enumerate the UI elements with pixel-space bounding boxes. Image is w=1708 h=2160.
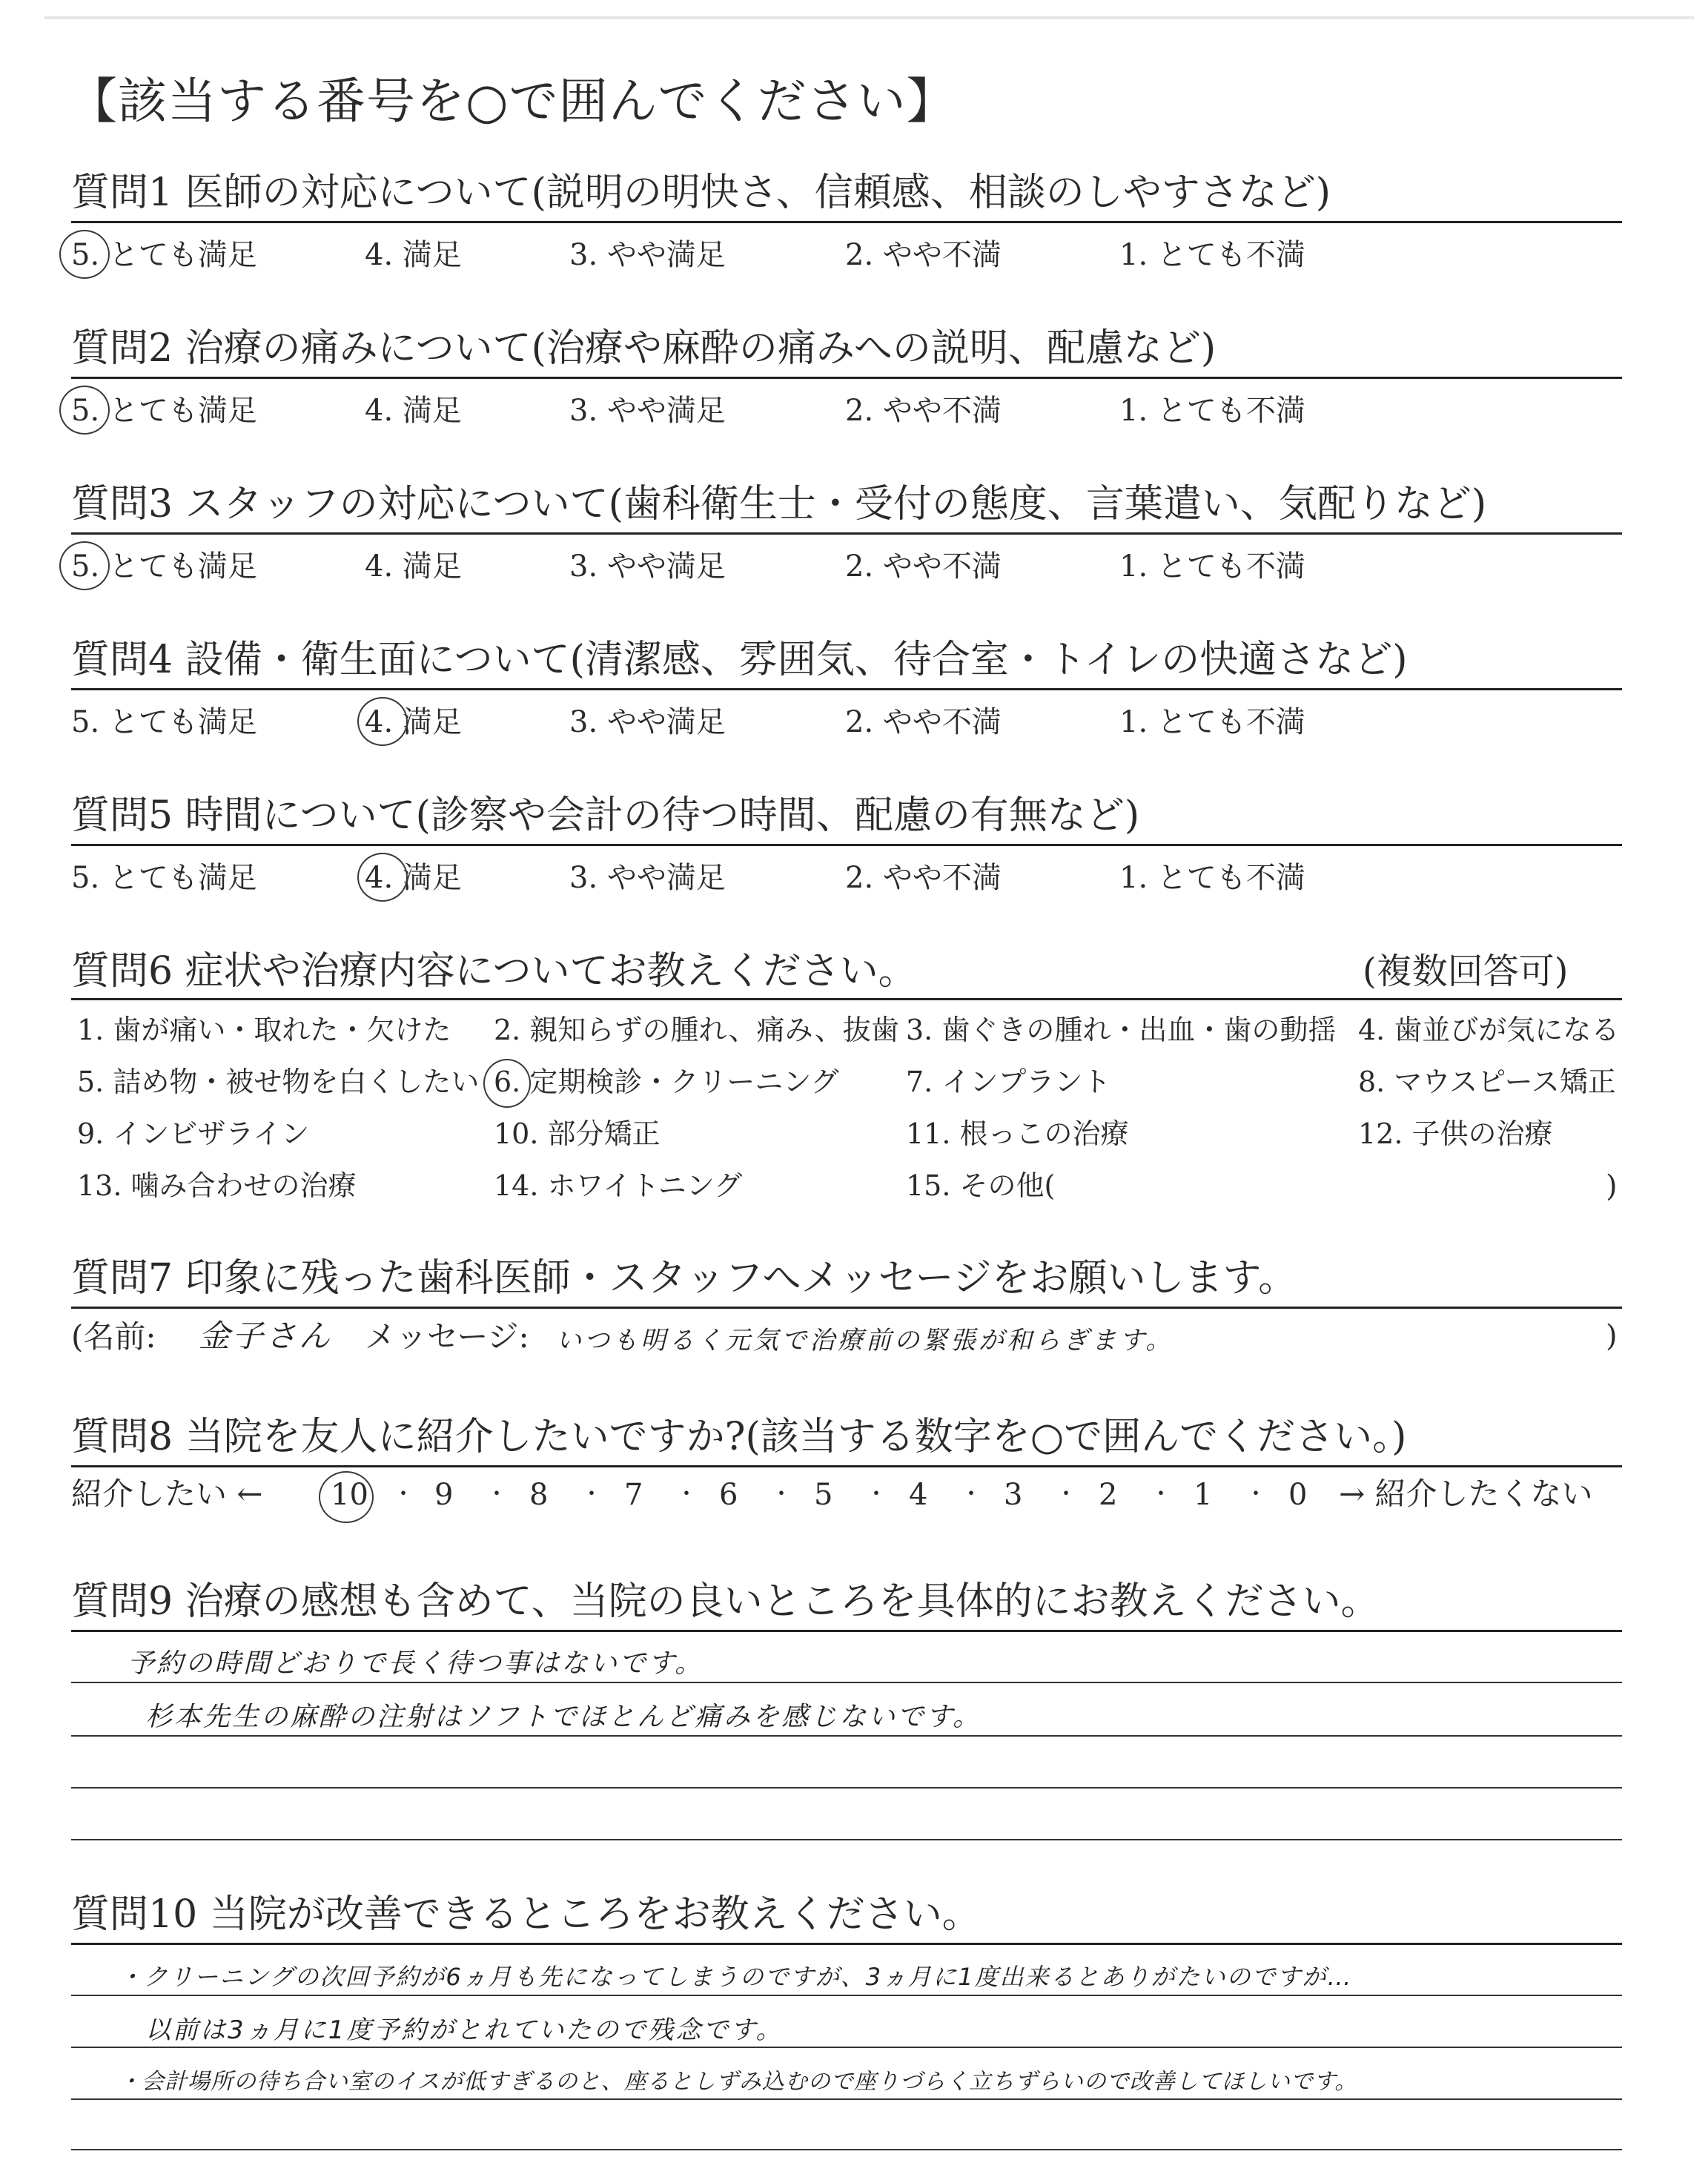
question-10-rule (71, 1943, 1622, 1945)
q8-scale-dot: ・ (960, 1482, 982, 1507)
q6-selection-circle (483, 1059, 531, 1108)
q8-scale-dot: ・ (580, 1482, 603, 1507)
q7-message-label: メッセージ: (365, 1318, 529, 1355)
question-9-label: 質問9 治療の感想も含めて、当院の良いところを具体的にお教えください。 (71, 1579, 1380, 1624)
q10-writing-line (71, 2149, 1622, 2150)
q3-option-4[interactable]: 4. 満足 (365, 549, 462, 584)
q8-scale-10[interactable]: 10 (331, 1478, 368, 1512)
q6-option-6[interactable]: 6. 定期検診・クリーニング (494, 1066, 839, 1098)
q1-option-4[interactable]: 4. 満足 (365, 238, 462, 272)
q8-scale-dot: ・ (865, 1482, 887, 1507)
q1-option-2[interactable]: 2. やや不満 (845, 238, 1002, 272)
q6-option-11[interactable]: 11. 根っこの治療 (906, 1117, 1129, 1150)
question-4-label: 質問4 設備・衛生面について(清潔感、雰囲気、待合室・トイレの快適さなど) (71, 638, 1408, 682)
q1-option-1[interactable]: 1. とても不満 (1119, 238, 1305, 272)
q3-option-1[interactable]: 1. とても不満 (1119, 549, 1305, 584)
q8-right-label: → 紹介したくない (1339, 1476, 1593, 1512)
q2-option-5[interactable]: 5. とても満足 (71, 394, 257, 428)
q9-answer-line-2[interactable]: 杉本先生の麻酔の注射はソフトでほとんど痛みを感じないです。 (145, 1702, 982, 1732)
q6-option-14[interactable]: 14. ホワイトニング (494, 1169, 743, 1202)
question-3-label: 質問3 スタッフの対応について(歯科衛生士・受付の態度、言葉遣い、気配りなど) (71, 482, 1487, 526)
q1-option-3[interactable]: 3. やや満足 (569, 238, 726, 272)
q2-selection-circle (59, 386, 110, 435)
q10-writing-line (71, 2098, 1622, 2100)
q3-option-2[interactable]: 2. やや不満 (845, 549, 1002, 584)
question-5-label: 質問5 時間について(診察や会計の待つ時間、配慮の有無など) (71, 793, 1140, 838)
q10-writing-line (71, 2047, 1622, 2048)
q5-option-5[interactable]: 5. とても満足 (71, 861, 257, 895)
q9-writing-line (71, 1735, 1622, 1737)
question-2-rule (71, 377, 1622, 379)
q6-option-3[interactable]: 3. 歯ぐきの腫れ・出血・歯の動揺 (906, 1014, 1337, 1046)
q7-name-label: (名前: (71, 1318, 156, 1355)
question-7-rule (71, 1307, 1622, 1309)
question-6-note: (複数回答可) (1363, 951, 1569, 992)
q6-option-4[interactable]: 4. 歯並びが気になる (1358, 1014, 1620, 1046)
question-6-label: 質問6 症状や治療内容についてお教えください。 (71, 949, 917, 994)
q2-option-4[interactable]: 4. 満足 (365, 394, 462, 428)
q2-option-1[interactable]: 1. とても不満 (1119, 394, 1305, 428)
q8-scale-4[interactable]: 4 (909, 1478, 928, 1512)
q10-answer-line-1[interactable]: ・クリーニングの次回予約が6ヵ月も先になってしまうのですが、3ヵ月に1度出来るとありがたいのですが… (119, 1963, 1353, 1991)
scan-top-edge (44, 16, 1694, 19)
q5-selection-circle (357, 853, 408, 902)
q7-close-paren: ) (1606, 1319, 1618, 1353)
q6-option-13[interactable]: 13. 噛み合わせの治療 (77, 1169, 357, 1202)
question-1-rule (71, 221, 1622, 223)
question-9-rule (71, 1630, 1622, 1632)
q8-scale-3[interactable]: 3 (1004, 1478, 1023, 1512)
q8-scale-8[interactable]: 8 (529, 1478, 549, 1512)
q6-option-9[interactable]: 9. インビザライン (77, 1117, 310, 1150)
question-6-rule (71, 998, 1622, 1000)
q4-option-4[interactable]: 4. 満足 (365, 705, 462, 739)
q8-scale-6[interactable]: 6 (719, 1478, 738, 1512)
q8-scale-dot: ・ (1055, 1482, 1077, 1507)
question-2-label: 質問2 治療の痛みについて(治療や麻酔の痛みへの説明、配慮など) (71, 326, 1217, 371)
q6-option-12[interactable]: 12. 子供の治療 (1358, 1117, 1553, 1150)
q8-scale-2[interactable]: 2 (1099, 1478, 1118, 1512)
q9-writing-line (71, 1839, 1622, 1840)
q3-option-5[interactable]: 5. とても満足 (71, 549, 257, 584)
q8-scale-7[interactable]: 7 (624, 1478, 643, 1512)
q6-option-7[interactable]: 7. インプラント (906, 1066, 1111, 1098)
q6-option-8[interactable]: 8. マウスピース矯正 (1358, 1066, 1616, 1098)
q4-option-1[interactable]: 1. とても不満 (1119, 705, 1305, 739)
q4-option-2[interactable]: 2. やや不満 (845, 705, 1002, 739)
q5-option-1[interactable]: 1. とても不満 (1119, 861, 1305, 895)
q8-scale-5[interactable]: 5 (814, 1478, 833, 1512)
q8-scale-0[interactable]: 0 (1288, 1478, 1308, 1512)
q6-option-10[interactable]: 10. 部分矯正 (494, 1117, 661, 1150)
question-8-label: 質問8 当院を友人に紹介したいですか?(該当する数字を○で囲んでください。) (71, 1415, 1407, 1459)
q8-scale-dot: ・ (1245, 1482, 1267, 1507)
q7-message-value[interactable]: いつも明るく元気で治療前の緊張が和らぎます。 (556, 1326, 1174, 1355)
question-5-rule (71, 844, 1622, 846)
q5-option-4[interactable]: 4. 満足 (365, 861, 462, 895)
q2-option-3[interactable]: 3. やや満足 (569, 394, 726, 428)
q9-writing-line (71, 1787, 1622, 1789)
q4-selection-circle (357, 697, 408, 746)
q8-scale-dot: ・ (392, 1482, 414, 1507)
q10-writing-line (71, 1995, 1622, 1996)
q6-option-15-close-paren: ) (1606, 1169, 1618, 1203)
question-7-label: 質問7 印象に残った歯科医師・スタッフへメッセージをお願いします。 (71, 1256, 1297, 1301)
page-title: 【該当する番号を○で囲んでください】 (68, 73, 956, 130)
q8-scale-dot: ・ (770, 1482, 792, 1507)
q8-scale-9[interactable]: 9 (434, 1478, 454, 1512)
q1-option-5[interactable]: 5. とても満足 (71, 238, 257, 272)
q1-selection-circle (59, 230, 110, 279)
q5-option-3[interactable]: 3. やや満足 (569, 861, 726, 895)
q9-writing-line (71, 1682, 1622, 1683)
q8-scale-dot: ・ (1150, 1482, 1172, 1507)
question-3-rule (71, 532, 1622, 535)
q8-scale-dot: ・ (675, 1482, 698, 1507)
q6-option-2[interactable]: 2. 親知らずの腫れ、痛み、抜歯 (494, 1014, 899, 1046)
q4-option-5[interactable]: 5. とても満足 (71, 705, 257, 739)
q6-option-15[interactable]: 15. その他( (906, 1169, 1056, 1202)
q10-answer-line-3[interactable]: ・会計場所の待ち合い室のイスが低すぎるのと、座るとしずみ込むので座りづらく立ちずらいので改善してほしいです。 (119, 2069, 1358, 2095)
question-8-rule (71, 1465, 1622, 1467)
q2-option-2[interactable]: 2. やや不満 (845, 394, 1002, 428)
q9-answer-line-1[interactable]: 予約の時間どおりで長く待つ事はないです。 (128, 1648, 704, 1679)
q8-left-label: 紹介したい ← (71, 1476, 263, 1512)
question-10-label: 質問10 当院が改善できるところをお教えください。 (71, 1892, 981, 1937)
q4-option-3[interactable]: 3. やや満足 (569, 705, 726, 739)
q8-scale-1[interactable]: 1 (1194, 1478, 1213, 1512)
q5-option-2[interactable]: 2. やや不満 (845, 861, 1002, 895)
question-4-rule (71, 688, 1622, 690)
q6-option-1[interactable]: 1. 歯が痛い・取れた・欠けた (77, 1014, 451, 1046)
question-1-label: 質問1 医師の対応について(説明の明快さ、信頼感、相談のしやすさなど) (71, 171, 1331, 215)
q3-selection-circle (59, 541, 110, 590)
q8-selection-circle (319, 1471, 374, 1523)
q7-name-value[interactable]: 金子さん (199, 1318, 333, 1354)
q10-answer-line-2[interactable]: 以前は3ヵ月に1度予約がとれていたので残念です。 (145, 2015, 784, 2045)
q8-scale-dot: ・ (486, 1482, 508, 1507)
q3-option-3[interactable]: 3. やや満足 (569, 549, 726, 584)
q6-option-5[interactable]: 5. 詰め物・被せ物を白くしたい (77, 1066, 480, 1098)
